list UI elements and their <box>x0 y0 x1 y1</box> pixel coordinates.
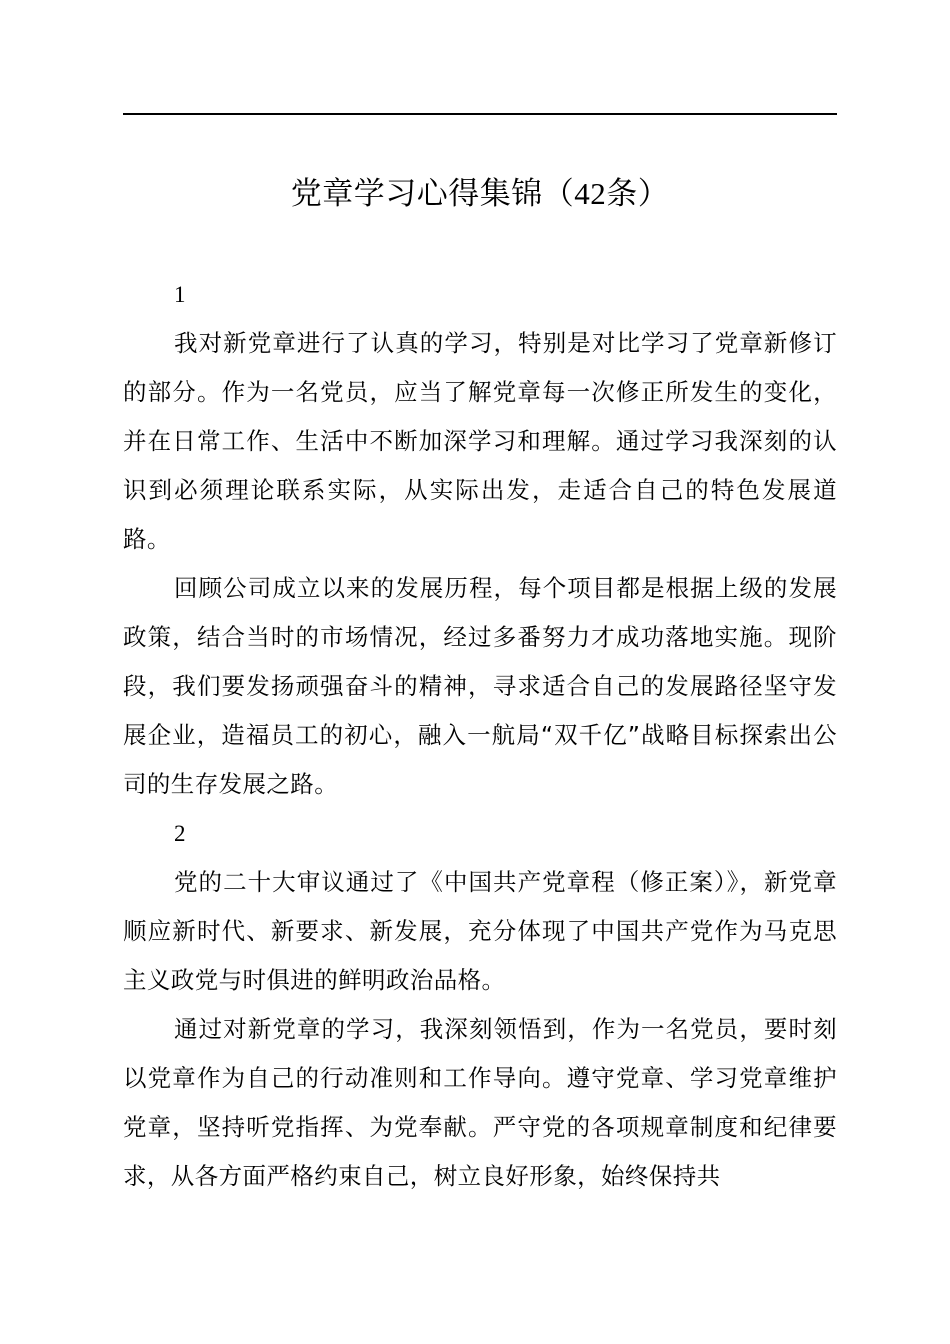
title-count: 42 <box>574 176 607 211</box>
paragraph: 回顾公司成立以来的发展历程，每个项目都是根据上级的发展政策，结合当时的市场情况，经过多番努力才成功落地实施。现阶段，我们要发扬顽强奋斗的精神，寻求适合自己的发展路径坚守发展企业，造福员工的初心，融入一航局“双千亿”战略目标探索出公司的生存发展之路。 <box>123 574 837 798</box>
section-number: 2 <box>174 821 186 846</box>
document-title <box>123 170 837 218</box>
title-prefix: 党章学习心得集锦（ <box>290 176 575 212</box>
paragraph: 党的二十大审议通过了《中国共产党章程（修正案）》，新党章顺应新时代、新要求、新发展，充分体现了中国共产党作为马克思主义政党与时俱进的鲜明政治品格。 <box>123 868 837 994</box>
header-rule <box>123 113 837 115</box>
paragraph: 我对新党章进行了认真的学习，特别是对比学习了党章新修订的部分。作为一名党员，应当了解党章每一次修正所发生的变化，并在日常工作、生活中不断加深学习和理解。通过学习我深刻的认识到必须理论联系实际，从实际出发，走适合自己的特色发展道路。 <box>123 329 837 553</box>
paragraph: 通过对新党章的学习，我深刻领悟到，作为一名党员，要时刻以党章作为自己的行动准则和工作导向。遵守党章、学习党章维护党章，坚持听党指挥、为党奉献。严守党的各项规章制度和纪律要求，从各方面严格约束自己，树立良好形象，始终保持共 <box>123 1015 837 1190</box>
title-suffix: 条） <box>606 176 670 212</box>
document-body <box>123 270 837 1201</box>
section-number: 1 <box>174 282 186 307</box>
